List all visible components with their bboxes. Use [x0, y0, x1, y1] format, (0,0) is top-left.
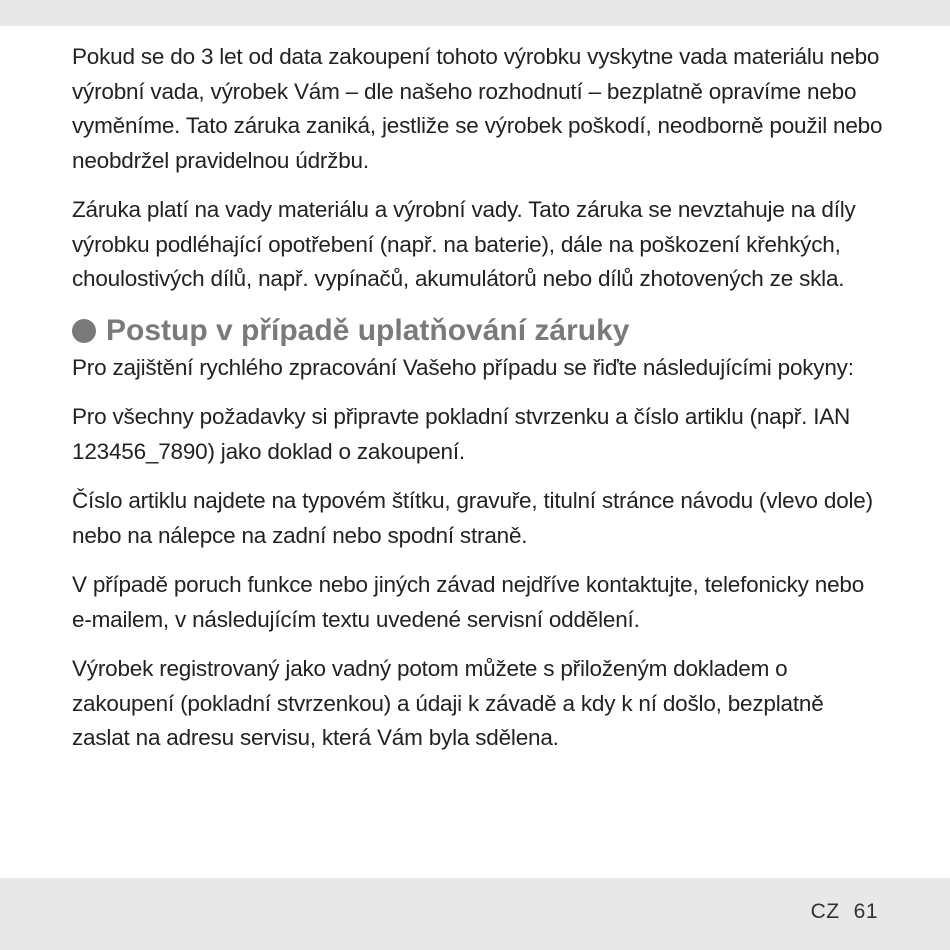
top-band	[0, 0, 950, 26]
page-content	[72, 40, 887, 771]
procedure-paragraph-1: Pro zajištění rychlého zpracování Vašeho případu se řiďte následujícími pokyny:	[72, 354, 854, 380]
footer-page-number: 61	[853, 900, 878, 923]
procedure-paragraph-2: Pro všechny požadavky si připravte pokladní stvrzenku a číslo artiklu (např. IAN 123456_7890) jako doklad o zakoupení.	[72, 404, 851, 464]
page-footer	[797, 900, 878, 924]
procedure-paragraph-3: Číslo artiklu najdete na typovém štítku, gravuře, titulní stránce návodu (vlevo dole) nebo na nálepce na zadní nebo spodní straně.	[72, 488, 873, 548]
warranty-paragraph-1: Pokud se do 3 let od data zakoupení tohoto výrobku vyskytne vada materiálu nebo výrobní vada, výrobek Vám – dle našeho rozhodnutí – bezplatně opravíme nebo vyměníme. Tato záruka zaniká, jestliže se výrobek poškodí, neodborně použil nebo neobdržel pravidelnou údržbu.	[72, 44, 883, 173]
bullet-icon	[72, 319, 96, 343]
section-heading	[72, 312, 887, 350]
section-heading-text: Postup v případě uplatňování záruky	[106, 313, 630, 347]
procedure-paragraph-4: V případě poruch funkce nebo jiných závad nejdříve kontaktujte, telefonicky nebo e-mailem, v následujícím textu uvedené servisní oddělení.	[72, 572, 865, 632]
procedure-paragraph-5: Výrobek registrovaný jako vadný potom můžete s přiloženým dokladem o zakoupení (pokladní stvrzenkou) a údaji k závadě a kdy k ní došlo, bezplatně zaslat na adresu servisu, která Vám byla sdělena.	[72, 656, 824, 750]
footer-language: CZ	[810, 900, 840, 923]
warranty-paragraph-2: Záruka platí na vady materiálu a výrobní vady. Tato záruka se nevztahuje na díly výrobku podléhající opotřebení (např. na baterie), dále na poškození křehkých, choulostivých dílů, např. vypínačů, akumulátorů nebo dílů zhotovených ze skla.	[72, 197, 856, 291]
